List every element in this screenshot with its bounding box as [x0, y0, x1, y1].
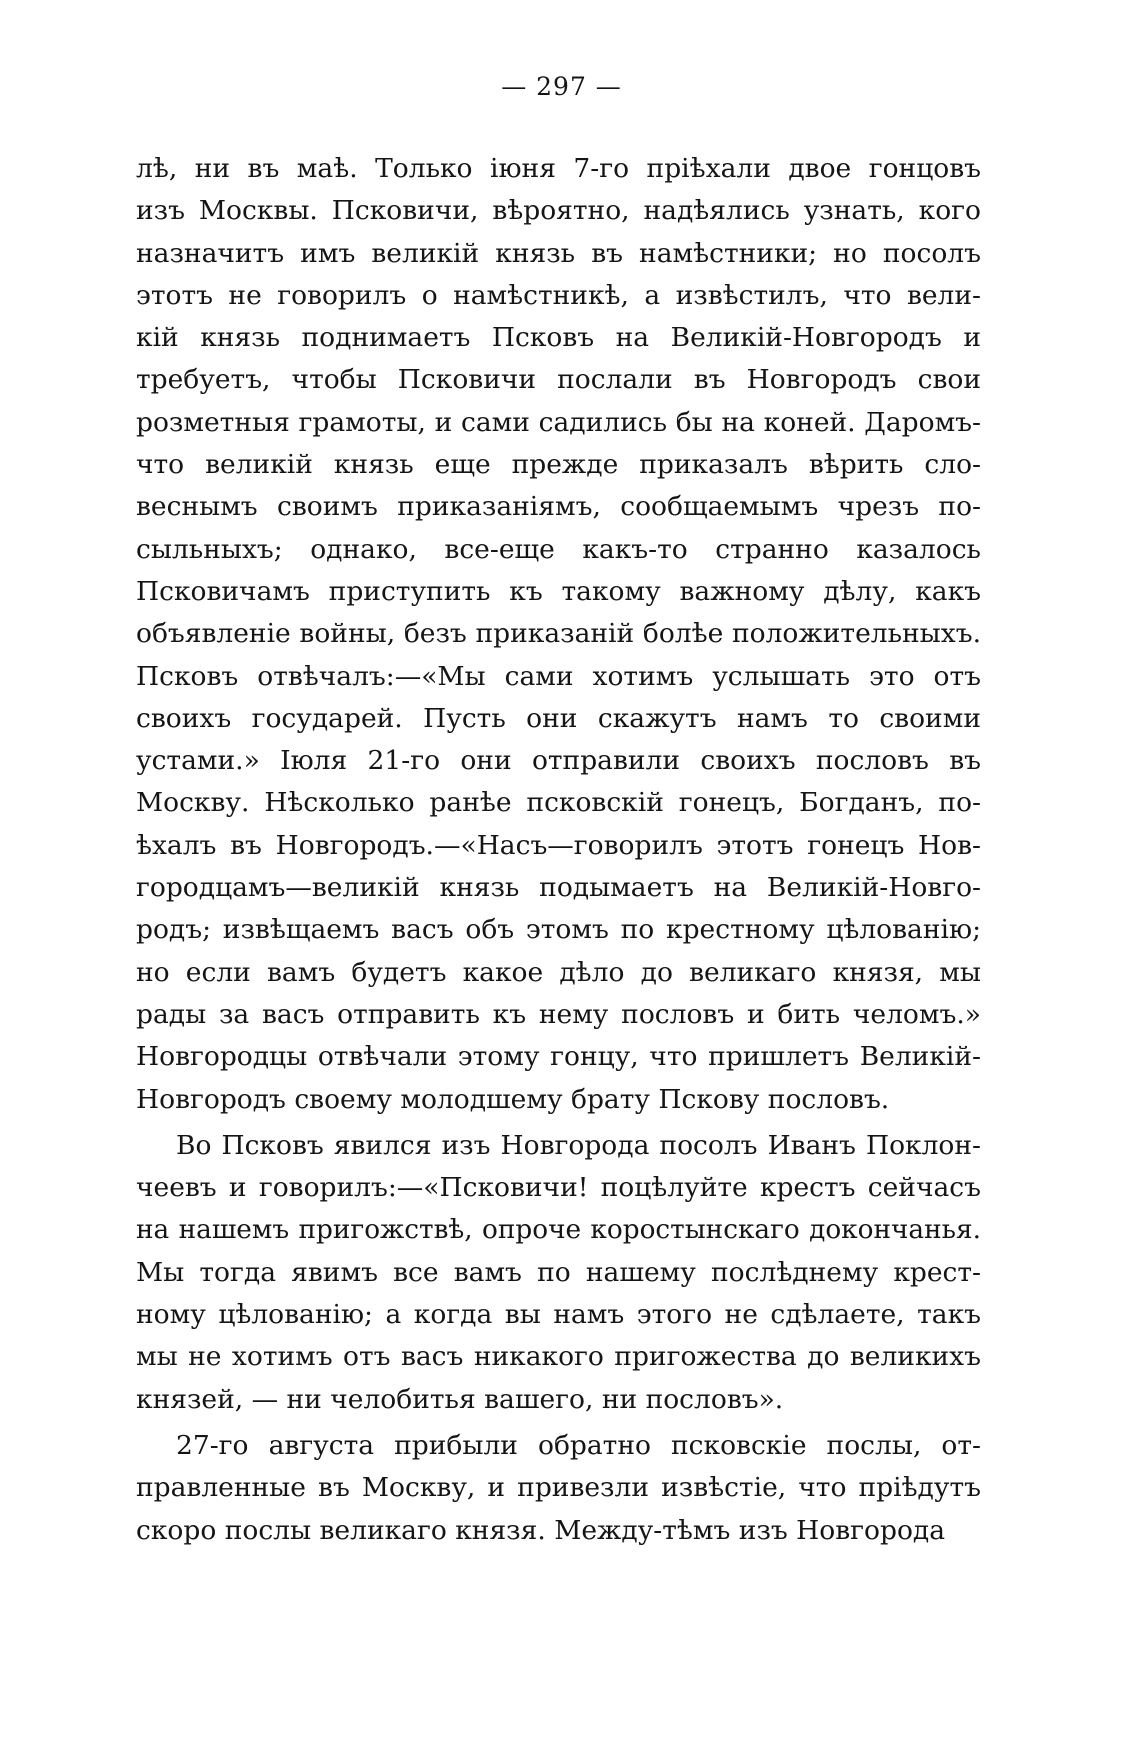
- text-line: кій князь поднимаетъ Псковъ на Великій-Новгородъ и: [136, 322, 981, 354]
- paragraph: [136, 1425, 981, 1552]
- text-line: рады за васъ отправить къ нему пословъ и бить челомъ.»: [136, 998, 981, 1030]
- text-line: чеевъ и говорилъ:—«Псковичи! поцѣлуйте крестъ сейчасъ: [136, 1172, 981, 1204]
- text-line: своихъ государей. Пусть они скажутъ намъ то своими: [136, 702, 981, 734]
- text-line: родъ; извѣщаемъ васъ объ этомъ по крестному цѣлованію;: [136, 914, 981, 946]
- text-line: требуетъ, чтобы Псковичи послали въ Новгородъ свои: [136, 364, 981, 396]
- text-line: Москву. Нѣсколько ранѣе псковскій гонецъ, Богданъ, по-: [136, 787, 981, 819]
- text-line: Псковъ отвѣчалъ:—«Мы сами хотимъ услышать это отъ: [136, 660, 981, 692]
- text-line: розметныя грамоты, и сами садились бы на коней. Даромъ-: [136, 406, 981, 438]
- text-line: что великій князь еще прежде приказалъ вѣрить сло-: [136, 449, 981, 481]
- text-line: устами.» Іюля 21-го они отправили своихъ пословъ въ: [136, 745, 981, 777]
- text-line: сыльныхъ; однако, все-еще какъ-то странно казалось: [136, 533, 981, 565]
- text-line: ѣхалъ въ Новгородъ.—«Насъ—говорилъ этотъ гонецъ Нов-: [136, 829, 981, 861]
- text-line: 27-го августа прибыли обратно псковскіе послы, от-: [176, 1429, 981, 1461]
- paragraph: [136, 1125, 981, 1421]
- text-line: но если вамъ будетъ какое дѣло до великаго князя, мы: [136, 956, 981, 988]
- text-line: князей, — ни челобитья вашего, ни пословъ».: [136, 1383, 784, 1415]
- text-line: Во Псковъ явился изъ Новгорода посолъ Иванъ Поклон-: [176, 1129, 981, 1161]
- text-line: веснымъ своимъ приказаніямъ, сообщаемымъ чрезъ по-: [136, 491, 981, 523]
- text-line: скоро послы великаго князя. Между-тѣмъ изъ Новгорода: [136, 1514, 946, 1546]
- text-line: этотъ не говорилъ о намѣстникѣ, а извѣстилъ, что вели-: [136, 279, 981, 311]
- text-line: городцамъ—великій князь подымаетъ на Великій-Новго-: [136, 872, 981, 904]
- text-line: мы не хотимъ отъ васъ никакого пригожества до великихъ: [136, 1341, 981, 1373]
- text-line: лѣ, ни въ маѣ. Только іюня 7-го пріѣхали двое гонцовъ: [136, 153, 981, 184]
- text-line: назначитъ имъ великій князь въ намѣстники; но посолъ: [136, 237, 981, 269]
- text-line: Новгородъ своему молодшему брату Пскову пословъ.: [136, 1083, 890, 1115]
- text-line: Мы тогда явимъ все вамъ по нашему послѣднему крест-: [136, 1256, 981, 1288]
- text-line: на нашемъ пригожствѣ, опроче коростынскаго докончанья.: [136, 1215, 981, 1246]
- page-number: — 297 —: [501, 72, 622, 101]
- text-line: объявленіе войны, безъ приказаній болѣе положительныхъ.: [136, 618, 981, 650]
- text-line: ному цѣлованію; а когда вы намъ этого не сдѣлаете, такъ: [136, 1299, 981, 1331]
- text-line: правленные въ Москву, и привезли извѣстіе, что пріѣдутъ: [136, 1472, 981, 1504]
- paragraph: [136, 148, 981, 1121]
- text-line: изъ Москвы. Псковичи, вѣроятно, надѣялись узнать, кого: [136, 195, 981, 227]
- text-line: Новгородцы отвѣчали этому гонцу, что пришлетъ Великій-: [136, 1041, 981, 1073]
- text-line: Псковичамъ приступить къ такому важному дѣлу, какъ: [136, 575, 981, 607]
- body-text: [136, 148, 981, 1552]
